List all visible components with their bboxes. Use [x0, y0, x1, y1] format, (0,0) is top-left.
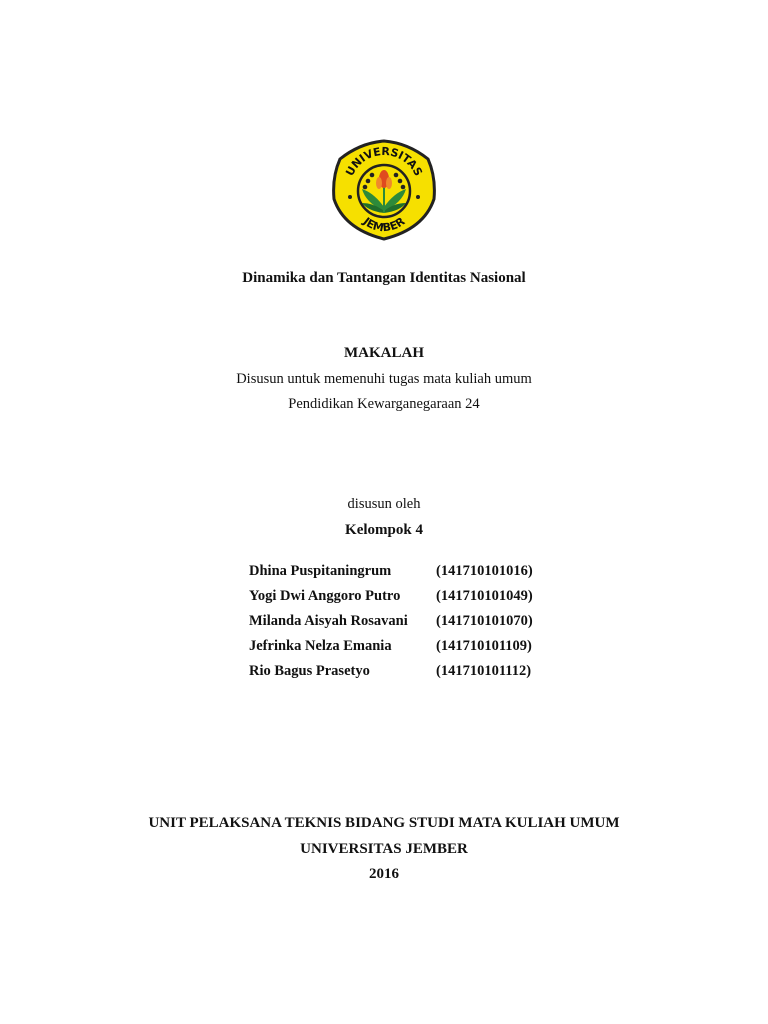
member-name: Rio Bagus Prasetyo [249, 663, 370, 679]
purpose-line-1: Disusun untuk memenuhi tugas mata kuliah umum [236, 371, 532, 387]
member-id: (141710101049) [436, 588, 533, 604]
footer-year: 2016 [369, 866, 399, 882]
universitas-jember-logo [328, 137, 440, 241]
purpose-line-2: Pendidikan Kewarganegaraan 24 [288, 396, 480, 412]
compiled-by-label: disusun oleh [347, 496, 421, 512]
logo-bottom-text: JEMBER [360, 214, 408, 235]
logo-top-text: UNIVERSITAS [343, 144, 425, 179]
member-id: (141710101112) [436, 663, 532, 679]
footer-unit: UNIT PELAKSANA TEKNIS BIDANG STUDI MATA KULIAH UMUM [148, 815, 620, 831]
member-name: Dhina Puspitaningrum [249, 563, 392, 579]
member-name: Jefrinka Nelza Emania [249, 638, 392, 654]
member-id: (141710101016) [436, 563, 533, 579]
document-title: Dinamika dan Tantangan Identitas Nasional [242, 270, 526, 286]
member-name: Yogi Dwi Anggoro Putro [249, 588, 401, 604]
member-name: Milanda Aisyah Rosavani [249, 613, 408, 629]
document-type: MAKALAH [344, 345, 424, 361]
footer-university: UNIVERSITAS JEMBER [300, 841, 468, 857]
member-id: (141710101070) [436, 613, 533, 629]
member-id: (141710101109) [436, 638, 532, 654]
group-name: Kelompok 4 [345, 522, 423, 538]
